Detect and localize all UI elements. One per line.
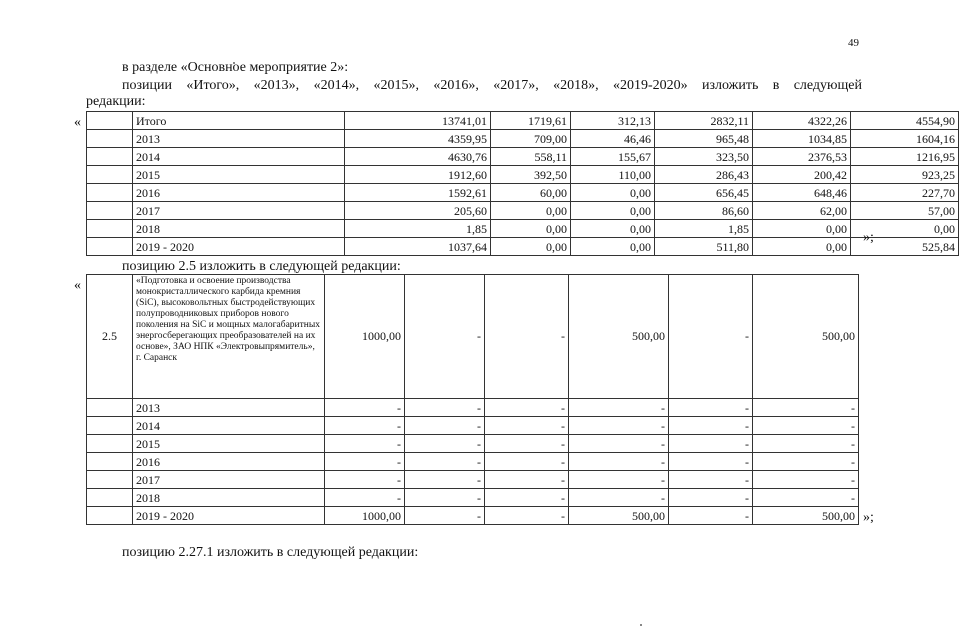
position-description: «Подготовка и освоение производства монокристаллического карбида кремния (SiC), высоковольтных быстродействующих полупроводниковых приборов нового поколения на SiC и мощных малогабаритных энергосберегающих преобразователей на их основе», ЗАО НПК «Электровыпрямитель», г. Саранск <box>133 275 325 399</box>
value-cell: 0,00 <box>571 220 655 238</box>
value-cell: 4359,95 <box>345 130 491 148</box>
value-cell: - <box>753 453 859 471</box>
value-cell: - <box>569 417 669 435</box>
intro-line-3: редакции: <box>86 94 146 109</box>
value-cell: 648,46 <box>753 184 851 202</box>
main-value-cell: - <box>405 275 485 399</box>
value-cell: 60,00 <box>491 184 571 202</box>
table-row <box>87 184 959 202</box>
value-cell: 57,00 <box>851 202 959 220</box>
value-cell: - <box>669 399 753 417</box>
table-row <box>87 202 959 220</box>
value-cell: 500,00 <box>753 507 859 525</box>
row-label: 2017 <box>133 471 325 489</box>
value-cell: 0,00 <box>753 220 851 238</box>
value-cell: 525,84 <box>851 238 959 256</box>
section-2-5-heading: позицию 2.5 изложить в следующей редакции: <box>122 259 401 274</box>
value-cell: 0,00 <box>851 220 959 238</box>
empty-cell <box>87 238 133 256</box>
value-cell: 1912,60 <box>345 166 491 184</box>
main-value-cell: 500,00 <box>569 275 669 399</box>
table-osnovnoe-meropriyatie-2 <box>86 111 959 256</box>
value-cell: 0,00 <box>491 202 571 220</box>
value-cell: 0,00 <box>491 238 571 256</box>
value-cell: 205,60 <box>345 202 491 220</box>
value-cell: 110,00 <box>571 166 655 184</box>
value-cell: 2376,53 <box>753 148 851 166</box>
main-value-cell: 500,00 <box>753 275 859 399</box>
value-cell: 62,00 <box>753 202 851 220</box>
value-cell: - <box>485 471 569 489</box>
value-cell: - <box>569 489 669 507</box>
row-label: Итого <box>133 112 345 130</box>
table-row <box>87 507 859 525</box>
value-cell: 323,50 <box>655 148 753 166</box>
row-label: 2013 <box>133 399 325 417</box>
table-row <box>87 489 859 507</box>
value-cell: - <box>325 399 405 417</box>
value-cell: - <box>485 507 569 525</box>
value-cell: - <box>569 435 669 453</box>
table-row <box>87 417 859 435</box>
value-cell: - <box>325 453 405 471</box>
value-cell: 656,45 <box>655 184 753 202</box>
value-cell: - <box>669 507 753 525</box>
value-cell: - <box>569 399 669 417</box>
value-cell: - <box>405 453 485 471</box>
value-cell: - <box>753 471 859 489</box>
position-code: 2.5 <box>87 275 133 399</box>
empty-cell <box>87 184 133 202</box>
value-cell: 4630,76 <box>345 148 491 166</box>
scan-speck <box>640 624 642 626</box>
value-cell: 0,00 <box>753 238 851 256</box>
value-cell: 558,11 <box>491 148 571 166</box>
value-cell: 1604,16 <box>851 130 959 148</box>
empty-cell <box>87 166 133 184</box>
value-cell: - <box>325 489 405 507</box>
value-cell: 923,25 <box>851 166 959 184</box>
row-label: 2014 <box>133 417 325 435</box>
intro-line-1: в разделе «Основное мероприятие 2»: <box>122 60 349 75</box>
empty-cell <box>87 130 133 148</box>
value-cell: - <box>569 453 669 471</box>
value-cell: - <box>325 435 405 453</box>
value-cell: 200,42 <box>753 166 851 184</box>
value-cell: 1216,95 <box>851 148 959 166</box>
value-cell: 2832,11 <box>655 112 753 130</box>
value-cell: - <box>485 489 569 507</box>
empty-cell <box>87 220 133 238</box>
empty-cell <box>87 471 133 489</box>
row-label: 2016 <box>133 184 345 202</box>
value-cell: 46,46 <box>571 130 655 148</box>
value-cell: - <box>485 399 569 417</box>
value-cell: - <box>405 417 485 435</box>
table-row <box>87 453 859 471</box>
value-cell: - <box>753 489 859 507</box>
table2-main-row <box>87 275 859 399</box>
value-cell: 227,70 <box>851 184 959 202</box>
empty-cell <box>87 202 133 220</box>
value-cell: - <box>405 435 485 453</box>
value-cell: 1000,00 <box>325 507 405 525</box>
row-label: 2015 <box>133 435 325 453</box>
value-cell: - <box>405 471 485 489</box>
row-label: 2019 - 2020 <box>133 238 345 256</box>
main-value-cell: - <box>485 275 569 399</box>
value-cell: 4554,90 <box>851 112 959 130</box>
row-label: 2016 <box>133 453 325 471</box>
table-row <box>87 148 959 166</box>
value-cell: - <box>325 417 405 435</box>
value-cell: - <box>405 507 485 525</box>
value-cell: 500,00 <box>569 507 669 525</box>
value-cell: - <box>405 399 485 417</box>
value-cell: 1,85 <box>345 220 491 238</box>
value-cell: - <box>485 435 569 453</box>
empty-cell <box>87 148 133 166</box>
value-cell: 392,50 <box>491 166 571 184</box>
table-row <box>87 399 859 417</box>
value-cell: - <box>669 453 753 471</box>
table-row <box>87 220 959 238</box>
row-label: 2017 <box>133 202 345 220</box>
table-row <box>87 166 959 184</box>
row-label: 2015 <box>133 166 345 184</box>
empty-cell <box>87 112 133 130</box>
value-cell: - <box>669 435 753 453</box>
value-cell: 312,13 <box>571 112 655 130</box>
table2-closing-quote: »; <box>863 510 874 525</box>
value-cell: 0,00 <box>571 202 655 220</box>
value-cell: - <box>485 417 569 435</box>
row-label: 2019 - 2020 <box>133 507 325 525</box>
value-cell: - <box>753 417 859 435</box>
value-cell: 1592,61 <box>345 184 491 202</box>
value-cell: - <box>405 489 485 507</box>
row-label: 2014 <box>133 148 345 166</box>
table-row <box>87 238 959 256</box>
value-cell: 1719,61 <box>491 112 571 130</box>
empty-cell <box>87 435 133 453</box>
value-cell: - <box>669 471 753 489</box>
value-cell: 1,85 <box>655 220 753 238</box>
value-cell: 4322,26 <box>753 112 851 130</box>
empty-cell <box>87 453 133 471</box>
value-cell: 1034,85 <box>753 130 851 148</box>
empty-cell <box>87 507 133 525</box>
main-value-cell: - <box>669 275 753 399</box>
row-label: 2018 <box>133 489 325 507</box>
section-2-27-1-heading: позицию 2.27.1 изложить в следующей редакции: <box>122 545 419 560</box>
value-cell: - <box>325 471 405 489</box>
empty-cell <box>87 417 133 435</box>
table-row <box>87 471 859 489</box>
value-cell: - <box>669 489 753 507</box>
table-row <box>87 112 959 130</box>
value-cell: - <box>485 453 569 471</box>
value-cell: 709,00 <box>491 130 571 148</box>
row-label: 2018 <box>133 220 345 238</box>
main-value-cell: 1000,00 <box>325 275 405 399</box>
table-position-2-5 <box>86 274 859 525</box>
row-label: 2013 <box>133 130 345 148</box>
value-cell: 0,00 <box>491 220 571 238</box>
value-cell: 13741,01 <box>345 112 491 130</box>
value-cell: 965,48 <box>655 130 753 148</box>
value-cell: 511,80 <box>655 238 753 256</box>
table-row <box>87 435 859 453</box>
value-cell: - <box>753 435 859 453</box>
value-cell: - <box>753 399 859 417</box>
intro-line-2: позиции «Итого», «2013», «2014», «2015», «2016», «2017», «2018», «2019-2020» изложить в следующей <box>122 78 862 93</box>
value-cell: - <box>669 417 753 435</box>
table2-open-quote: « <box>74 278 81 293</box>
value-cell: 1037,64 <box>345 238 491 256</box>
value-cell: 286,43 <box>655 166 753 184</box>
value-cell: - <box>569 471 669 489</box>
value-cell: 0,00 <box>571 238 655 256</box>
table1-closing-quote: »; <box>863 230 874 245</box>
value-cell: 86,60 <box>655 202 753 220</box>
table-row <box>87 130 959 148</box>
page-number: 49 <box>848 37 859 49</box>
value-cell: 155,67 <box>571 148 655 166</box>
table1-open-quote: « <box>74 115 81 130</box>
value-cell: 0,00 <box>571 184 655 202</box>
empty-cell <box>87 399 133 417</box>
empty-cell <box>87 489 133 507</box>
